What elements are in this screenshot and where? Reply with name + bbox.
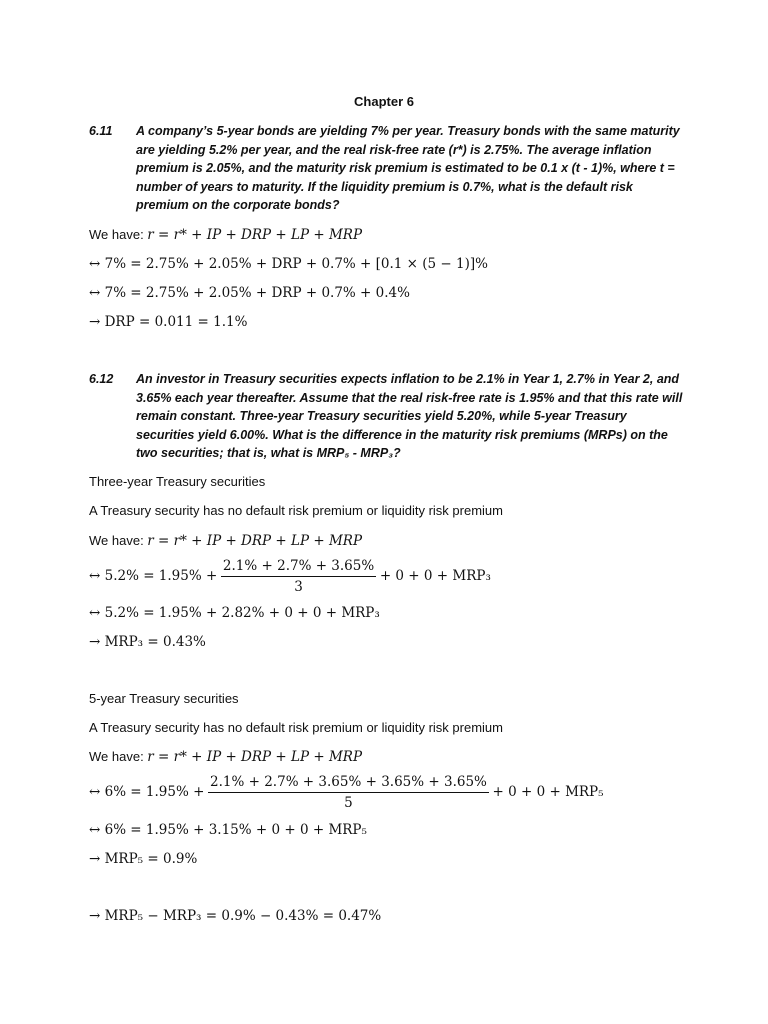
inflation-average-fraction [208,774,489,811]
problem-number-6-11: 6.11 [89,124,113,138]
rate-equation: r = r* + IP + DRP + LP + MRP [147,227,363,243]
five-year-note: A Treasury security has no default risk premium or liquidity risk premium [89,720,503,735]
five-year-result: → MRP₅ = 0.9% [89,851,198,867]
five-year-we-have-line [89,749,362,765]
we-have-label: We have: [89,749,148,764]
fraction-numerator: 2.1% + 2.7% + 3.65% [221,558,376,577]
we-have-label: We have: [89,533,148,548]
three-year-step-2: ↔ 5.2% = 1.95% + 2.82% + 0 + 0 + MRP₃ [89,605,380,621]
fraction-lead: ↔ 5.2% = 1.95% + [89,567,218,584]
equation-step-1: ↔ 7% = 2.75% + 2.05% + DRP + 0.7% + [0.1 × (5 − 1)]% [89,256,488,272]
problem-text-6-11: A company’s 5-year bonds are yielding 7% per year. Treasury bonds with the same maturity are yielding 5.2% per year, and the real risk-free rate (r*) is 2.75%. The average inflation premium is 2.05%, and the maturity risk premium is estimated to be 0.1 x (t - 1)%, where t = number of years to maturity. If the liquidity premium is 0.7%, what is the default risk premium on the corporate bonds? [136,124,680,213]
chapter-title: Chapter 6 [354,94,414,109]
problem-text-6-12: An investor in Treasury securities expects inflation to be 2.1% in Year 1, 2.7% in Year 2, and 3.65% each year thereafter. Assume that the real risk-free rate is 1.95% and that this rate will remain constant. Three-year Treasury securities yield 5.20%, while 5-year Treasury securities yield 6.00%. What is the difference in the maturity risk premiums (MRPs) on the two securities; that is, what is MRP₅ - MRP₃? [136,372,683,461]
inflation-average-fraction [221,558,376,595]
three-year-we-have-line [89,533,362,549]
three-year-note: A Treasury security has no default risk premium or liquidity risk premium [89,503,503,518]
problem-number-6-12: 6.12 [89,372,114,386]
equation-step-2: ↔ 7% = 2.75% + 2.05% + DRP + 0.7% + 0.4% [89,285,410,301]
fraction-denominator: 5 [344,795,353,811]
fraction-numerator: 2.1% + 2.7% + 3.65% + 3.65% + 3.65% [208,774,489,793]
five-year-heading: 5-year Treasury securities [89,691,239,706]
final-answer: → MRP₅ − MRP₃ = 0.9% − 0.43% = 0.47% [89,908,382,924]
three-year-fraction-equation [89,558,491,595]
equation-result: → DRP = 0.011 = 1.1% [89,314,248,330]
we-have-label: We have: [89,227,148,242]
fraction-denominator: 3 [294,579,303,595]
three-year-result: → MRP₃ = 0.43% [89,634,206,650]
we-have-line-6-11 [89,227,362,243]
fraction-tail: + 0 + 0 + MRP₅ [492,783,604,800]
three-year-heading: Three-year Treasury securities [89,474,266,489]
rate-equation: r = r* + IP + DRP + LP + MRP [147,749,363,765]
five-year-fraction-equation [89,774,604,811]
rate-equation: r = r* + IP + DRP + LP + MRP [147,533,363,549]
fraction-lead: ↔ 6% = 1.95% + [89,783,205,800]
fraction-tail: + 0 + 0 + MRP₃ [379,567,491,584]
five-year-step-2: ↔ 6% = 1.95% + 3.15% + 0 + 0 + MRP₅ [89,822,367,838]
